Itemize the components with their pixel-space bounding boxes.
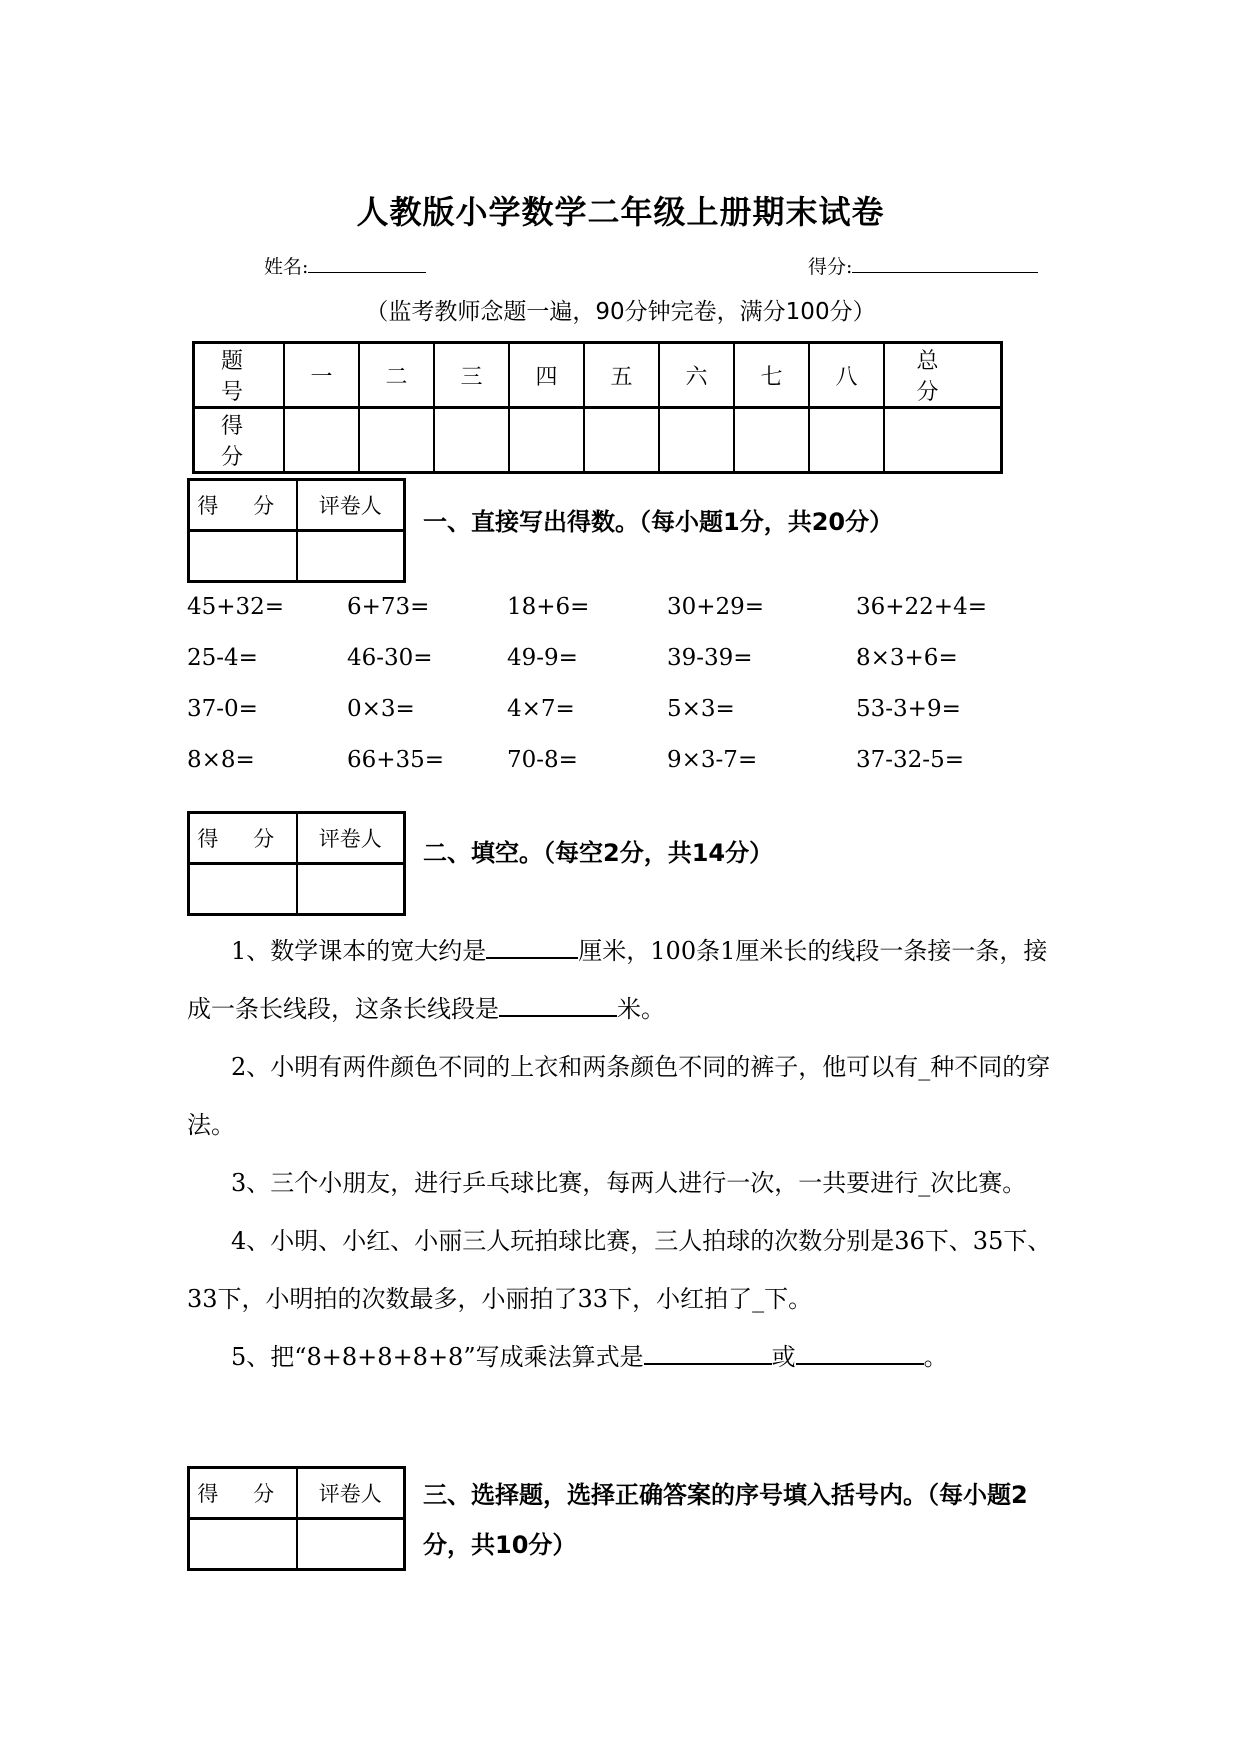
column-header: 五 (584, 343, 659, 408)
calc-item: 37-32-5= (856, 747, 964, 773)
calc-item: 66+35= (347, 747, 445, 773)
calc-item: 6+73= (347, 594, 430, 620)
calc-item: 5×3= (667, 696, 735, 722)
answer-blank[interactable] (486, 931, 578, 959)
grader-box-grader-cell[interactable] (297, 864, 405, 915)
question-5-text: 。 (923, 1343, 948, 1371)
answer-blank[interactable] (796, 1337, 924, 1365)
grader-box-score-label: 得 分 (189, 813, 297, 864)
section-2-heading: 二、填空。（每空2分，共14分） (423, 839, 774, 867)
table-row (189, 1519, 405, 1570)
question-4: 4、小明、小红、小丽三人玩拍球比赛，三人拍球的次数分别是36下、35下、33下，小明拍的次数最多，小丽拍了33下，小红拍了_下。 (187, 1227, 1052, 1313)
score-cell[interactable] (809, 408, 884, 473)
question-5-text: 5、把“8+8+8+8+8”写成乘法算式是 (231, 1343, 644, 1371)
grader-box-grader-label: 评卷人 (297, 1468, 405, 1519)
score-label: 得分: (808, 256, 853, 278)
column-header: 七 (734, 343, 809, 408)
page-title: 人教版小学数学二年级上册期末试卷 (356, 193, 885, 231)
calc-item: 9×3-7= (667, 747, 758, 773)
exam-note: （监考教师念题一遍，90分钟完卷，满分100分） (365, 299, 876, 325)
question-2: 2、小明有两件颜色不同的上衣和两条颜色不同的裤子，他可以有_种不同的穿法。 (187, 1053, 1051, 1139)
column-header: 三 (434, 343, 509, 408)
score-blank[interactable] (852, 252, 1038, 273)
grader-box-grader-label: 评卷人 (297, 813, 405, 864)
column-header-total: 总 分 (884, 343, 1002, 408)
score-cell-total[interactable] (884, 408, 1002, 473)
table-row (194, 408, 1002, 473)
table-row (189, 864, 405, 915)
grader-box-grader-cell[interactable] (297, 531, 405, 582)
table-row (189, 480, 405, 531)
question-1-text: 米。 (617, 995, 665, 1023)
table-row (194, 343, 1002, 408)
answer-blank[interactable] (499, 989, 617, 1017)
calc-item: 46-30= (347, 645, 433, 671)
column-header: 一 (284, 343, 359, 408)
name-blank[interactable] (308, 252, 426, 273)
grader-box-grader-label: 评卷人 (297, 480, 405, 531)
calc-item: 53-3+9= (856, 696, 961, 722)
score-table (192, 341, 1003, 474)
calc-item: 0×3= (347, 696, 415, 722)
name-field (264, 252, 426, 281)
calc-item: 18+6= (507, 594, 590, 620)
question-1 (187, 922, 1057, 1038)
column-header: 八 (809, 343, 884, 408)
score-field (808, 252, 1038, 281)
calc-item: 37-0= (187, 696, 258, 722)
grader-box-score-label: 得 分 (189, 1468, 297, 1519)
grader-box-grader-cell[interactable] (297, 1519, 405, 1570)
calc-item: 49-9= (507, 645, 578, 671)
grader-box-score-cell[interactable] (189, 531, 297, 582)
score-cell[interactable] (659, 408, 734, 473)
grader-box-score-cell[interactable] (189, 864, 297, 915)
question-1-text: 1、数学课本的宽大约是 (231, 937, 487, 965)
row-label-score: 得 分 (194, 408, 285, 473)
grader-box (187, 1466, 406, 1571)
row-label-question-number: 题 号 (194, 343, 285, 408)
table-row (189, 813, 405, 864)
name-label: 姓名: (264, 256, 309, 278)
grader-box (187, 478, 406, 583)
calc-item: 8×8= (187, 747, 255, 773)
section-1-heading: 一、直接写出得数。（每小题1分，共20分） (423, 508, 894, 536)
grader-box-score-cell[interactable] (189, 1519, 297, 1570)
table-row (189, 1468, 405, 1519)
score-cell[interactable] (734, 408, 809, 473)
score-cell[interactable] (359, 408, 434, 473)
grader-box-score-label: 得 分 (189, 480, 297, 531)
calc-item: 4×7= (507, 696, 575, 722)
calc-item: 30+29= (667, 594, 765, 620)
table-row (189, 531, 405, 582)
column-header: 二 (359, 343, 434, 408)
question-1-text: 厘米，100条1厘米长的线段一条接一条，接成一条长线段，这条长线段是 (187, 937, 1048, 1023)
section-3-heading: 三、选择题，选择正确答案的序号填入括号内。（每小题2分，共10分） (423, 1481, 1028, 1559)
score-cell[interactable] (509, 408, 584, 473)
answer-blank[interactable] (644, 1337, 772, 1365)
calc-item: 25-4= (187, 645, 258, 671)
question-5 (187, 1328, 1057, 1386)
score-cell[interactable] (584, 408, 659, 473)
calc-item: 8×3+6= (856, 645, 958, 671)
question-3: 3、三个小朋友，进行乒乓球比赛，每两人进行一次，一共要进行_次比赛。 (231, 1169, 1027, 1197)
calc-item: 39-39= (667, 645, 753, 671)
calc-item: 45+32= (187, 594, 285, 620)
column-header: 四 (509, 343, 584, 408)
score-cell[interactable] (284, 408, 359, 473)
fill-in-questions (187, 922, 1057, 1386)
score-cell[interactable] (434, 408, 509, 473)
question-5-text: 或 (771, 1343, 796, 1371)
grader-box (187, 811, 406, 916)
calc-item: 36+22+4= (856, 594, 987, 620)
column-header: 六 (659, 343, 734, 408)
calc-item: 70-8= (507, 747, 578, 773)
